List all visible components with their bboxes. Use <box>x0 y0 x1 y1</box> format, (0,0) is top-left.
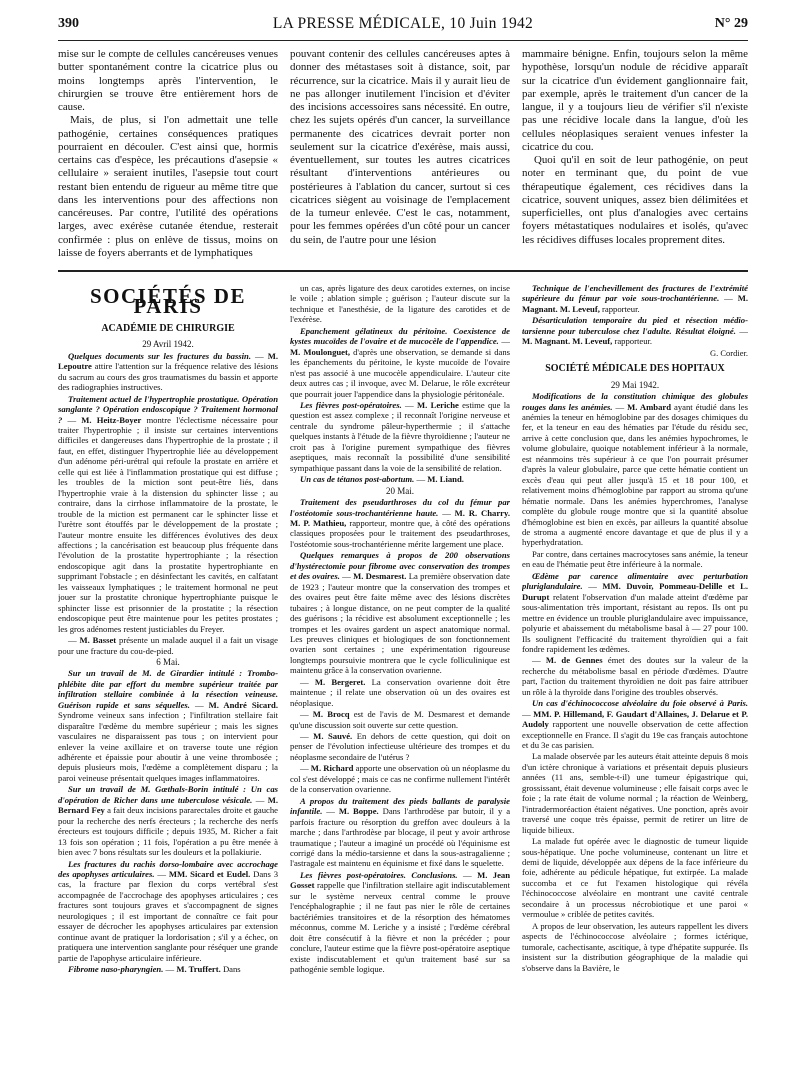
report-entry: — M. Bergeret. La conservation ovarienne doit être maintenue ; il relate une observation où un des ovaires est néoplasique. <box>290 676 510 708</box>
societies-column-1 <box>58 283 278 1060</box>
author-name: M. Jean Gosset <box>290 869 510 891</box>
report-entry: Un cas d'échinococcose alvéolaire du foie observé à Paris. — MM. P. Hillemand, F. Gaudart d'Allaines, J. Delarue et P. Audoly rapportent une nouvelle observation de cette affection exceptionnelle en France. Il s'agit du 19e cas français autochtone et du 3e cas parisien. <box>522 698 748 751</box>
author-name: M. R. Charry. M. P. Mathieu, <box>290 507 510 528</box>
article-column-3 <box>522 48 748 260</box>
author-name: M. Brocq <box>312 709 350 720</box>
entry-title: Modifications de la constitution chimique des globules rouges dans les anémies. <box>522 391 748 412</box>
entries-group <box>522 283 748 347</box>
session-date: 29 Mai 1942. <box>610 379 660 390</box>
header-rule <box>58 40 748 41</box>
article-column-2 <box>290 48 510 260</box>
author-name: MM. P. Hillemand, F. Gaudart d'Allaines, J. Delarue et P. Audoly <box>522 708 748 730</box>
entry-text: ayant étudié dans les anémies la teneur en hémoglobine par des dosages chimiques du fer, et la teneur en eau des hématies par l'étude du résidu sec, arrive à cette conclusion que, dans les anémies hypochromes, le volume globulaire, quoique notablement inférieur à la normale, est néanmoins très supérieur à ce que l'on pourrait présumer d'après la valeur globulaire, parce que cette hématie contient un excès d'eau qui peut aller jusqu'à 15 et 18 pour 100, et relativement moins d'hémoglobine par rapport au stroma qu'une hématie normale. Dans les anémies hyperchromes, l'analyse complète du globule rouge montre que si la quantité absolue d'hémoglobine est bien en excès, par ailleurs la quantité absolue de stroma a augmenté encore davantage et que de plus il y a hyperhydratation. <box>522 401 748 548</box>
author-name: M. Magnant. M. Leveuf, <box>522 293 748 314</box>
session-date: 6 Mai. <box>156 656 180 667</box>
entry-title: Fibrome naso-pharyngien. <box>68 964 164 975</box>
report-entry: Modifications de la constitution chimique des globules rouges dans les anémies. — M. Ambard ayant étudié dans les anémies la teneur en hémoglobine par des dosages chimiques du fer, et la teneur en eau des hématies par l'étude du résidu sec, arrive à cette conclusion que, dans les anémies hypochromes, le volume globulaire, quoique notablement inférieur à la normale, est néanmoins très supérieur à ce que l'on pourrait présumer d'après la valeur globulaire, parce que cette hématie contient un excès d'eau qui peut aller jusqu'à 15 et 18 pour 100, et relativement moins d'hémoglobine par rapport au stroma qu'une hématie normale. Dans les anémies hyperchromes, l'analyse complète du globule rouge montre que si la quantité absolue d'hémoglobine est bien en excès, par ailleurs la quantité absolue de stroma a augmenté encore davantage et que de plus il y a hyperhydratation. <box>522 391 748 548</box>
author-name: M. Leriche <box>416 399 459 410</box>
page-header <box>58 14 748 36</box>
paragraph: Quoi qu'il en soit de leur pathogénie, on peut noter en terminant que, du point de vue thérapeutique également, ces récidives dans la cicatrice, souvent uniques, assez bien délimitées et superficielles, ont plus d'analogies avec certains foyers métastatiques nodulaires et isolés, qu'avec les récidives diffuses locales proprement dites. <box>522 154 748 246</box>
entry-title: Quelques documents sur les fractures du bassin. <box>68 350 252 361</box>
report-entry: Traitement des pseudarthroses du col du fémur par l'ostéotomie sous-trochantérienne haute. — M. R. Charry. M. P. Mathieu, rapporteur, montre que, à côté des opérations classiques proposées pour le traitement des pseudarthroses, l'ostéotomie sous-trochantérienne mérite largement une place. <box>290 497 510 549</box>
author-name: M. Basset <box>79 635 117 646</box>
entry-title: Un cas d'échinococcose alvéolaire du foie observé à Paris. <box>532 698 748 709</box>
entry-text: rapporteur. <box>614 336 653 347</box>
report-entry: Les fièvres post-opératoires. — M. Leriche estime que la question est assez complexe ; il reconnaît l'origine nerveuse et centrale du syndrome pâleur-hyperthermie ; il s'attache quelques instants à l'étude de la fièvre thyroïdienne ; l'auteur ne croit pas à l'origine purement sympathique des fièvres aseptiques, mais reconnaît la possibilité d'une sensibilité sympathique passant dans la voie de la sensibilité de relation. <box>290 399 510 473</box>
author-name: M. Moulonguet, <box>290 346 351 357</box>
report-entry: Technique de l'enchevillement des fractures de l'extrémité supérieure du fémur par voie sous-trochantérienne. — M. Magnant. M. Leveuf, rapporteur. <box>522 283 748 314</box>
report-entry: Epanchement gélatineux du péritoine. Coexistence de kystes mucoïdes de l'ovaire et de mucocèle de l'appendice. — M. Moulonguet, d'après une observation, se demande si dans les épanchements du péritoine, le kyste mucoïde de l'ovaire n'est pas associé à une mucocèle appendiculaire. L'auteur cite deux autres cas ; il invoque, avec M. Delarue, le rôle excréteur que pourrait jouer l'appendice dans la physiologie péritonéale. <box>290 325 510 399</box>
entry-text: rappelle que l'infiltration stellaire agit indiscutablement sur le système nerveux central comme le prouve l'encéphalographie ; il ne faut pas nier le rôle de certaines bactériémies transitoires et de la résorption des hématomes méconnus, comme M. Leriche y a insisté ; l'œdème cérébral doit être consécutif à la fièvre et non la précéder ; pour conclure, l'auteur estime que la fièvre post-opératoire aseptique existe indiscutablement et qu'un traitement basé sur sa pathogénie semble logique. <box>290 880 510 974</box>
author-name: M. Lepoutre <box>58 350 278 372</box>
author-name: M. Liand. <box>427 474 464 485</box>
entry-text: un cas, après ligature des deux carotides externes, on incise le voile ; ablation simple ; guérison ; l'auteur discute sur la technique et l'anesthésie, de la ligature des carotides et de l'exérèse. <box>290 283 510 325</box>
author-name: M. Magnant. M. Leveuf, <box>522 336 613 347</box>
entry-text: d'après une observation, se demande si dans les épanchements du péritoine, le kyste mucoïde de l'ovaire n'est pas associé à une mucocèle appendiculaire. L'auteur cite deux autres cas ; il invoque, avec M. Delarue, le rôle excréteur que pourrait jouer l'appendice dans la physiologie péritonéale. <box>290 346 510 399</box>
author-name: M. Sauvé. <box>313 731 353 742</box>
entry-title: Technique de l'enchevillement des fractures de l'extrémité supérieure du fémur par voie sous-trochantérienne. <box>522 283 748 304</box>
entry-text: La conservation ovarienne doit être maintenue ; il relate une observation où un des ovaires est néoplasique. <box>290 676 510 708</box>
entries-group <box>522 391 748 973</box>
report-entry: Fibrome naso-pharyngien. — M. Truffert. Dans <box>68 964 241 975</box>
page-number: 390 <box>58 16 79 31</box>
entry-text: est de l'avis de M. Desmarest et demande qu'une discussion soit ouverte sur cette question. <box>290 709 510 730</box>
author-name: M. Richard <box>310 763 354 774</box>
report-entry: Les fièvres post-opératoires. Conclusions. — M. Jean Gosset rappelle que l'infiltration stellaire agit indiscutablement sur le système nerveux central comme le prouve l'encéphalographie ; il ne faut pas nier le rôle de certaines bactériémies transitoires et de la résorption des hématomes méconnus, comme M. Leriche y a insisté ; l'œdème cérébral doit être consécutif à la fièvre et non la précéder ; pour conclure, l'auteur estime que la fièvre post-opératoire aseptique existe indiscutablement et qu'un traitement basé sur sa pathogénie semble logique. <box>290 869 510 974</box>
session-date: 29 Avril 1942. <box>142 339 194 350</box>
entry-text: attire l'attention sur la fréquence relative des lésions du sacrum au cours des gros traumatismes du bassin et apporte des radiographies instructives. <box>58 361 278 393</box>
entry-text: relatent l'observation d'un malade atteint d'œdème par sous-alimentation très important, résistant au repos. Ils ont pu mettre en évidence un trouble pluriglandulaire avec impuissance, polyurie et abaissement du métabolisme basal à — 27 pour 100. Ils soulignent l'efficacité du traitement thyroïdien qui a fait fondre rapidement les œdèmes. <box>522 591 748 654</box>
report-entry: Quelques remarques à propos de 200 observations d'hystérectomie pour fibrome avec conservation des trompes et des ovaires. — M. Desmarest. La première observation date de 1923 ; l'auteur montre que la conservation des trompes et des ovaires peut être faite même avec des lésions discrètes tubaires ; à longue distance, on ne peut compter de la qualité des guérisons ; la récidive est absolument exceptionnelle ; les trompes et les ovaires gardent un aspect anatomique normal. Les preuves cliniques et biologiques de son fonctionnement ovarien sont certaines ; une expérimentation rigoureuse longtemps poursuivie montrera que le cycle folliculinique est maintenu grâce à la conservation ovarienne. <box>290 550 510 676</box>
report-entry: — M. Brocq est de l'avis de M. Desmarest et demande qu'une discussion soit ouverte sur cette question. <box>290 709 510 730</box>
entry-title: Traitement des pseudarthroses du col du fémur par l'ostéotomie sous-trochantérienne haute. <box>290 497 510 518</box>
journal-title: LA PRESSE MÉDICALE, 10 Juin 1942 <box>272 15 534 32</box>
author-name: M. Ambard <box>627 401 672 412</box>
entry-text: En dehors de cette question, qui doit on penser de l'évolution infectieuse ultérieure des trompes et du néoplasme secondaire de l'utérus ? <box>290 731 510 762</box>
entry-title: Traitement actuel de l'hypertrophie prostatique. Opération sanglante ? Opération endoscopique ? Traitement hormonal ? <box>58 393 278 425</box>
report-entry: — M. de Gennes émet des doutes sur la valeur de la recherche du métabolisme basal en période d'œdèmes. D'autre part, l'action du traitement thyroïdien ne doit pas faire attribuer un rôle à la thyroïde dans l'origine des troubles observés. <box>522 655 748 697</box>
entry-title: Quelques remarques à propos de 200 observations d'hystérectomie pour fibrome avec conservation des trompes et des ovaires. <box>290 550 510 582</box>
entry-text: montre l'éclectisme nécessaire pour traiter l'hypertrophie ; il insiste sur certaines interventions difficiles et dangereuses dans l'hypertrophie de la prostate ; il faut, en effet, distinguer l'hypertrophie liée au développement d'un adénome péri-urétral qui refoule la prostate en arrière et celle qui est liée à l'inflammation prostatique qui est diffuse ; les troubles de la miction sont peut-être liés, dans l'hypertrophie vraie à la distension du sphincter lisse ; au contraire, dans la cirrhose inflammatoire de la prostate, le trouble de la miction est permanent car le sphincter lisse et l'urètre sont étouffés par le développement de la prostate ; l'auteur montre ensuite les différences évolutives des deux affections ; la cancérisation est beaucoup plus fréquente dans l'évolution de la prostatite hypertrophiante ; la résection endoscopique agit dans la prostatite hypertrophiante en supprimant l'obstacle ; en désinfectant les cavités, en calfatant les vaisseaux lymphatiques ; le traitement hormonal ne peut jouer sur la prostatite chronique hypertrophiante puisque le sphincter lisse est prisonnier de la prostatite ; la résection endoscopique peut être maintenue pour les petites prostates ; les gros adénomes restent justiciables du Freyer. <box>58 414 278 634</box>
author-name: M. Bergeret. <box>314 676 366 687</box>
societies-column-3 <box>522 283 748 1060</box>
report-entry: Les fractures du rachis dorso-lombaire avec accrochage des apophyses articulaires. — MM. Sicard et Eudel. Dans 3 cas, la fracture par flexion du corps vertébral s'est accompagnée de l'accrochage des apophyses articulaires ; ces fractures sont toujours graves et s'accompagnent de signes neurologiques ; il est important de connaître ce fait pour essayer de décrocher les apophyses articulaires par extension continue avant de pratiquer la lordorisation ; s'il y a échec, on pratiquera une intervention sanglante pour réséquer une grande partie de l'apophyse articulaire inférieure. <box>58 858 278 963</box>
author-name: M. Desmarest. <box>353 571 407 582</box>
entry-text: Syndrome veineux sans infection ; l'infiltration stellaire fait disparaître l'œdème du membre supérieur ; mais les signes vasculaires ne disparaissent pas tous ; on intervient pour enlever la veine axillaire et on traverse toute une région adhérente et épaissie pour aboutir à une veine thrombosée ; depuis plusieurs mois, l'œdème a complètement disparu ; la paroi veineuse présentait quelques images inflammatoires. <box>58 710 278 783</box>
article-column-1 <box>58 48 278 260</box>
author-name: M. Boppe. <box>338 806 379 817</box>
report-entry: Traitement actuel de l'hypertrophie prostatique. Opération sanglante ? Opération endoscopique ? Traitement hormonal ? — M. Heitz-Boyer montre l'éclectisme nécessaire pour traiter l'hypertrophie ; il insiste sur certaines interventions difficiles et dangereuses dans l'hypertrophie de la prostate ; il faut, en effet, distinguer l'hypertrophie liée au développement d'un adénome péri-urétral qui refoule la prostate en arrière et celle qui est liée à l'inflammation prostatique qui est diffuse ; les troubles de la miction sont peut-être liés, dans l'hypertrophie vraie à la distension du sphincter lisse ; au contraire, dans la cirrhose inflammatoire de la prostate, le trouble de la miction est permanent car le sphincter lisse et l'urètre sont étouffés par le développement de la prostate ; l'auteur montre ensuite les différences évolutives des deux affections ; la cancérisation est beaucoup plus fréquente dans l'évolution de la prostatite hypertrophiante ; la résection endoscopique agit dans la prostatite hypertrophiante en supprimant l'obstacle ; en désinfectant les cavités, en calfatant les vaisseaux lymphatiques ; le traitement hormonal ne peut jouer sur la prostatite chronique hypertrophiante puisque le sphincter lisse est prisonnier de la prostatite ; la résection endoscopique peut être maintenue pour les petites prostates ; les gros adénomes restent justiciables du Freyer. <box>58 393 278 634</box>
entry-text: émet des doutes sur la valeur de la recherche du métabolisme basal en période d'œdèmes. D'autre part, l'action du traitement thyroïdien ne doit pas faire attribuer un rôle à la thyroïde dans l'origine des troubles observés. <box>522 655 748 697</box>
report-entry <box>522 751 748 835</box>
entry-text: La malade observée par les auteurs était atteinte depuis 8 mois d'un ictère chronique à variations et présentait depuis plusieurs années (11 ans, semble-t-il) une tumeur épigastrique qui, grossissant, était devenue volumineuse ; elle faisait corps avec le foie ; la rate était de volume normal ; la réaction de Weinberg, l'intradermoréaction étaient négatives. Une ponction, après avoir traversé une coque très épaisse, permit de retirer un litre de liquide bilieux. <box>522 751 748 835</box>
author-name: M. de Gennes <box>545 655 603 666</box>
report-entry: Sur un travail de M. de Girardier intitulé : Trombo-phlébite dite par effort du membre supérieur traitée par infiltration stellaire combinée à la résection veineuse. Guérison rapide et sans séquelles. — M. André Sicard. Syndrome veineux sans infection ; l'infiltration stellaire fait disparaître l'œdème du membre supérieur ; mais les signes vasculaires ne disparaissent pas tous ; on intervient pour enlever la veine axillaire et on traverse toute une région adhérente et épaissie pour aboutir à une veine thrombosée ; depuis plusieurs mois, l'œdème a complètement disparu ; la paroi veineuse présentait quelques images inflammatoires. <box>58 668 278 783</box>
entry-text: La première observation date de 1923 ; l'auteur montre que la conservation des trompes et des ovaires peut être faite même avec des lésions discrètes tubaires ; à longue distance, on ne peut compter de la qualité des guérisons ; la récidive est absolument exceptionnelle ; les trompes et les ovaires gardent un aspect anatomique normal. Les preuves cliniques et biologiques de son fonctionnement ovarien sont certaines ; une expérimentation rigoureuse longtemps poursuivie montrera que le cycle folliculinique est maintenu grâce à la conservation ovarienne. <box>290 571 510 676</box>
entry-title: Les fièvres post-opératoires. <box>300 399 402 410</box>
entries-group <box>58 668 278 974</box>
session-date: 20 Mai. <box>386 485 414 496</box>
societies-column-2 <box>290 283 510 1060</box>
entry-title: Sur un travail de M. de Girardier intitulé : Trombo-phlébite dite par effort du membre supérieur traitée par infiltration stellaire combinée à la résection veineuse. Guérison rapide et sans séquelles. <box>58 668 278 710</box>
section-title: SOCIÉTÉS DE PARIS <box>90 284 246 319</box>
author-name: M. Heitz-Boyer <box>81 414 142 425</box>
entry-text: La malade fut opérée avec le diagnostic de tumeur liquide sous-hépatique. Une poche volumineuse, contenant un litre et demi de liquide, développée aux dépens de la face inférieure du foie, adhérente au pédicule hépatique, fut extirpée. La malade succomba et ce fut l'examen histologique qui révéla l'échinococcose alvéolaire en montrant une cavité centrale secondaire à un processus nécrobiotique et une paroi « vermoulue » criblée de petites cavités. <box>522 836 748 920</box>
report-entry: Désarticulation temporaire du pied et résection médio-tarsienne pour tuberculose chez l'adulte. Résultat éloigné. — M. Magnant. M. Leveuf, rapporteur. <box>522 315 748 347</box>
entry-text: apporte une observation où un néoplasme du col s'est développé ; mais ce cas ne confirme nullement l'intérêt de la conservation ovarienne. <box>290 763 510 795</box>
entry-title: Désarticulation temporaire du pied et résection médio-tarsienne pour tuberculose chez l'adulte. Résultat éloigné. <box>522 315 748 336</box>
entry-text: A propos de leur observation, les auteurs rappellent les divers aspects de l'échinococcose alvéolaire ; formes ictérique, tumorale, cachectisante, ascitique, à type d'hépatite suppurée. Ils insistent sur la distribution géographique de la maladie qui s'observe dans la Bavière, le <box>522 920 748 973</box>
report-entry: A propos du traitement des pieds ballants de paralysie infantile. — M. Boppe. Dans l'arthrodèse par butoir, il y a parfois fracture ou résorption du greffon avec douleurs à la marche ; dans l'arthrodèse par blocage, il peut y avoir arthrose traumatique ; l'auteur a imaginé un procédé où l'équinisme est corrigé dans la médio-tarsienne et dans la sous-astragalienne ; l'astragale est maintenu en équinisme et fixé dans le squelette. <box>290 795 510 869</box>
paragraph: mise sur le compte de cellules cancéreuses venues butter spontanément contre la cicatrice plus ou moins longtemps après l'intervention, le chirurgien se trouve être entièrement hors de cause. <box>58 48 278 113</box>
entry-text: Dans <box>222 964 241 975</box>
author-name: M. Truffert. <box>176 964 221 975</box>
report-entry: — M. Richard apporte une observation où un néoplasme du col s'est développé ; mais ce cas ne confirme nullement l'intérêt de la conservation ovarienne. <box>290 763 510 795</box>
entry-text: Dans 3 cas, la fracture par flexion du corps vertébral s'est accompagnée de l'accrochage des apophyses articulaires ; ces fractures sont toujours graves et s'accompagnent de signes neurologiques ; il est important de connaître ce fait pour essayer de décrocher les apophyses articulaires par extension continue avant de pratiquer la lordorisation ; s'il y a échec, on pratiquera une intervention sanglante pour réséquer une grande partie de l'apophyse articulaire inférieure. <box>58 869 278 963</box>
entry-title: Les fièvres post-opératoires. Conclusions. <box>300 869 458 880</box>
report-entry <box>290 283 510 325</box>
report-entry <box>522 921 748 973</box>
entry-text: a fait deux incisions pararectales droite et gauche pour la recherche des nerfs érecteurs ; la recherche des nerfs érecteurs est toujours difficile ; depuis 1935, M. Richer a fait 13 fois son opération ; 11 fois, l'opération a pu être menée à bien avec 7 bons résultats sur les douleurs et la pollakiurie. <box>58 805 278 858</box>
issue-number: N° 29 <box>714 16 748 31</box>
entry-text: rapporteur, montre que, à côté des opérations classiques proposées pour le traitement des pseudarthroses, l'ostéotomie sous-trochantérienne mérite largement une place. <box>290 517 510 549</box>
entry-text: estime que la question est assez complexe ; il reconnaît l'origine nerveuse et centrale du syndrome pâleur-hyperthermie ; il s'attache quelques instants à l'étude de la fièvre thyroïdienne ; l'auteur ne croit pas à l'origine purement sympathique des fièvres aseptiques, mais reconnaît la possibilité d'une sensibilité sympathique passant dans la voie de la sensibilité de relation. <box>290 399 510 473</box>
section-rule <box>58 270 748 272</box>
entry-title: Un cas de tétanos post-abortum. <box>300 474 415 485</box>
entry-text: rapportent une nouvelle observation de cette affection exceptionnelle en France. Il s'agit du 19e cas français autochtone et du 3e cas parisien. <box>522 719 748 751</box>
paragraph: mammaire bénigne. Enfin, toujours selon la même hypothèse, lorsqu'un nodule de récidive apparaît sur la cicatrice d'un évidement ganglionnaire fait, par exemple, après le traitement d'un cancer de la langue, il y a toujours lieu de vérifier s'il n'existe pas une récidive locale dans la langue, d'où les cellules néoplasiques seraient venues infester la cicatrice du cou. <box>522 48 748 153</box>
author-name: MM. Duvoir, Pommeau-Delille et L. Durupt <box>522 581 748 602</box>
entry-title: Epanchement gélatineux du péritoine. Coexistence de kystes mucoïdes de l'ovaire et de mucocèle de l'appendice. <box>290 325 510 347</box>
author-name: MM. Sicard et Eudel. <box>168 869 251 880</box>
report-entry <box>522 836 748 920</box>
entries-group <box>58 351 278 656</box>
entry-title: Sur un travail de M. Gœthals-Borin intitulé : Un cas d'opération de Richer dans une tuberculose vésicale. <box>58 784 278 805</box>
society-heading: ACADÉMIE DE CHIRURGIE <box>101 322 235 334</box>
society-heading: SOCIÉTÉ MÉDICALE DES HOPITAUX <box>545 363 725 375</box>
paragraph: pouvant contenir des cellules cancéreuses aptes à donner des métastases soit à distance, soit, par récurrence, sur la cicatrice. Mais il y aurait lieu de ne pas allonger inutilement l'incision et d'éviter des incisions accessoires sans nécessité. En outre, chez les sujets opérés d'un cancer, la surveillance permanente des cicatrices devrait porter non seulement sur la cicatrice d'exérèse, mais aussi, éventuellement, sur toutes les autres cicatrices résultant d'interventions antérieures ou postérieures à l'ablation du cancer, surtout si ces cicatrices siègent au voisinage de l'emplacement de la tumeur enlevée. C'est le cas, notamment, pour les femmes opérées d'un côté pour un cancer du sein, de l'autre pour une lésion <box>290 48 510 246</box>
report-entry: Un cas de tétanos post-abortum. — M. Liand. <box>300 474 464 485</box>
entry-text: présente un malade auquel il a fait un visage pour une fracture du cou-de-pied. <box>58 635 278 656</box>
entry-text: rapporteur. <box>602 303 640 314</box>
report-entry: Œdème par carence alimentaire avec perturbation pluriglandulaire. — MM. Duvoir, Pommeau-Delille et L. Durupt relatent l'observation d'un malade atteint d'œdème par sous-alimentation très important, résistant au repos. Ils ont pu mettre en évidence un trouble pluriglandulaire avec impuissance, polyurie et abaissement du métabolisme basal à — 27 pour 100. Ils soulignent l'efficacité du traitement thyroïdien qui a fait fondre rapidement les œdèmes. <box>522 570 748 654</box>
paragraph: Mais, de plus, si l'on admettait une telle pathogénie, certaines conséquences pratiques pourraient en découler. C'est ainsi que, hormis certains cas d'espèce, les précautions d'asepsie « cellulaire » seraient inutiles, l'asepsie tout court restant bien entendu de rigueur au même titre que dans les interventions pour des affections non cancéreuses. Par contre, l'utilité des opérations larges, avec exérèse cutanée étendue, resterait confirmée : plus on enlève de tissus, moins on laisse de foyers aberrants et de lymphatiques <box>58 114 278 259</box>
report-entry: Quelques documents sur les fractures du bassin. — M. Lepoutre attire l'attention sur la fréquence relative des lésions du sacrum au cours des gros traumatismes du bassin et apporte des radiographies instructives. <box>58 350 278 393</box>
entry-title: A propos du traitement des pieds ballants de paralysie infantile. <box>290 795 510 817</box>
signature: G. Cordier. <box>709 347 748 358</box>
author-name: M. André Sicard. <box>208 699 278 710</box>
report-entry: — M. Sauvé. En dehors de cette question, qui doit on penser de l'évolution infectieuse ultérieure des trompes et du néoplasme secondaire de l'utérus ? <box>290 731 510 762</box>
entry-text: Dans l'arthrodèse par butoir, il y a parfois fracture ou résorption du greffon avec douleurs à la marche ; dans l'arthrodèse par blocage, il peut y avoir arthrose traumatique ; l'auteur a imaginé un procédé où l'équinisme est corrigé dans la médio-tarsienne et dans la sous-astragalienne ; l'astragale est maintenu en équinisme et fixé dans le squelette. <box>290 806 510 869</box>
report-entry: — M. Basset présente un malade auquel il a fait un visage pour une fracture du cou-de-pied. <box>58 635 278 656</box>
entry-text: Par contre, dans certaines macrocytoses sans anémie, la teneur en eau de l'hématie peut être inférieure à la normale. <box>522 548 748 570</box>
entry-title: Œdème par carence alimentaire avec perturbation pluriglandulaire. <box>522 570 748 592</box>
entry-title: Les fractures du rachis dorso-lombaire avec accrochage des apophyses articulaires. <box>58 858 278 880</box>
author-name: M. Bernard Fey <box>58 794 278 816</box>
report-entry <box>522 549 748 570</box>
report-entry: Sur un travail de M. Gœthals-Borin intitulé : Un cas d'opération de Richer dans une tuberculose vésicale. — M. Bernard Fey a fait deux incisions pararectales droite et gauche pour la recherche des nerfs érecteurs ; la recherche des nerfs érecteurs est toujours difficile ; depuis 1935, M. Richer a fait 13 fois son opération ; 11 fois, l'opération a pu être menée à bien avec 7 bons résultats sur les douleurs et la pollakiurie. <box>58 784 278 858</box>
